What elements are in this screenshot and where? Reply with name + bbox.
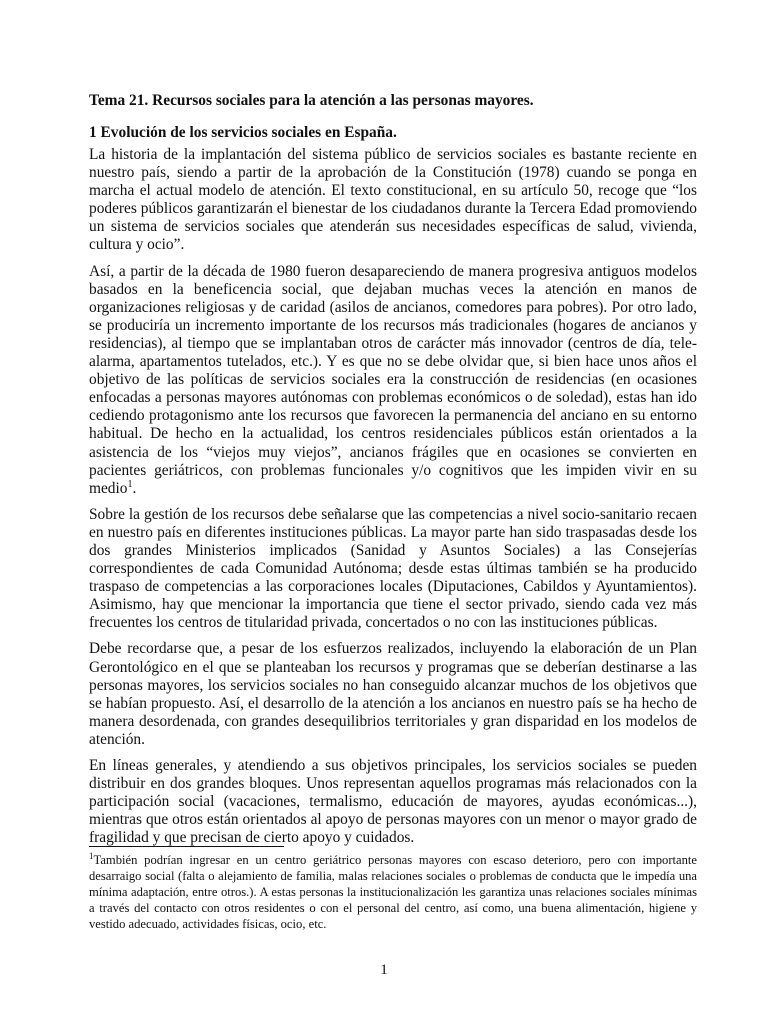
paragraph-4: Debe recordarse que, a pesar de los esfuerzos realizados, incluyendo la elaboración de un Plan Gerontológico en el que se planteaban los recursos y programas que se deberían destinarse a las personas mayores, los servicios sociales no han conseguido alcanzar muchos de los objetivos que se habían propuesto. Así, el desarrollo de la atención a los ancianos en nuestro país se ha hecho de manera desordenada, con grandes desequilibrios territoriales y gran disparidad en los modelos de atención. (89, 640, 697, 748)
document-body (89, 92, 697, 847)
paragraph-1: La historia de la implantación del sistema público de servicios sociales es bastante reciente en nuestro país, siendo a partir de la aprobación de la Constitución (1978) cuando se ponga en marcha el actual modelo de atención. El texto constitucional, en su artículo 50, recoge que “los poderes públicos garantizarán el bienestar de los ciudadanos durante la Tercera Edad promoviendo un sistema de servicios sociales que atenderán sus necesidades específicas de salud, vivienda, cultura y ocio”. (89, 146, 697, 254)
footnote-marker: 1 (89, 850, 94, 861)
footnote (89, 852, 697, 932)
paragraph-2-end: . (132, 479, 137, 497)
page-number: 1 (380, 962, 388, 978)
paragraph-3: Sobre la gestión de los recursos debe señalarse que las competencias a nivel socio-sanitario recaen en nuestro país en diferentes instituciones públicas. La mayor parte han sido traspasadas desde los dos grandes Ministerios implicados (Sanidad y Asuntos Sociales) a las Consejerías correspondientes de cada Comunidad Autónoma; desde estas últimas también se ha producido traspaso de competencias a las corporaciones locales (Diputaciones, Cabildos y Ayuntamientos). Asimismo, hay que mencionar la importancia que tiene el sector privado, siendo cada vez más frecuentes los centros de titularidad privada, concertados o no con las instituciones públicas. (89, 505, 697, 632)
footnote-reference[interactable]: 1 (127, 478, 133, 490)
section-heading: 1 Evolución de los servicios sociales en España. (89, 124, 397, 141)
paragraph-5: En líneas generales, y atendiendo a sus objetivos principales, los servicios sociales se pueden distribuir en dos grandes bloques. Unos representan aquellos programas más relacionados con la participación social (vacaciones, termalismo, educación de mayores, ayudas económicas...), mientras que otros están orientados al apoyo de personas mayores con un menor o mayor grado de fragilidad y que precisan de cierto apoyo y cuidados. (89, 757, 697, 847)
paragraph-2-text: Así, a partir de la década de 1980 fueron desapareciendo de manera progresiva antiguos modelos basados en la beneficencia social, que dejaban muchas veces la atención en manos de organizaciones religiosas y de caridad (asilos de ancianos, comedores para pobres). Por otro lado, se produciría un incremento importante de los recursos más tradicionales (hogares de ancianos y residencias), al tiempo que se implantaban otros de carácter más innovador (centros de día, tele-alarma, apartamentos tutelados, etc.). Y es que no se debe olvidar que, si bien hace unos años el objetivo de las políticas de servicios sociales era la construcción de residencias (en ocasiones enfocadas a personas mayores autónomas con problemas económicos o de soledad), estas han ido cediendo protagonismo ante los recursos que favorecen la permanencia del anciano en su entorno habitual. De hecho en la actualidad, los centros residenciales públicos están orientados a la asistencia de los “viejos muy viejos”, ancianos frágiles que en ocasiones se convierten en pacientes geriátricos, con problemas funcionales y/o cognitivos que les impiden vivir en su medio (89, 262, 697, 497)
footnote-text: También podrían ingresar en un centro geriátrico personas mayores con escaso deterioro, pero con importante desarraigo social (falta o alejamiento de familia, malas relaciones sociales o problemas de conducta que le impedía una mínima adaptación, entre otros.). A estas personas la institucionalización les garantiza unas relaciones sociales mínimas a través del contacto con otros residentes o con el personal del centro, así como, una buena alimentación, higiene y vestido adecuado, actividades físicas, ocio, etc. (89, 853, 697, 931)
paragraph-2 (89, 263, 697, 498)
footnote-divider (89, 846, 284, 847)
page-title: Tema 21. Recursos sociales para la atención a las personas mayores. (89, 92, 534, 109)
